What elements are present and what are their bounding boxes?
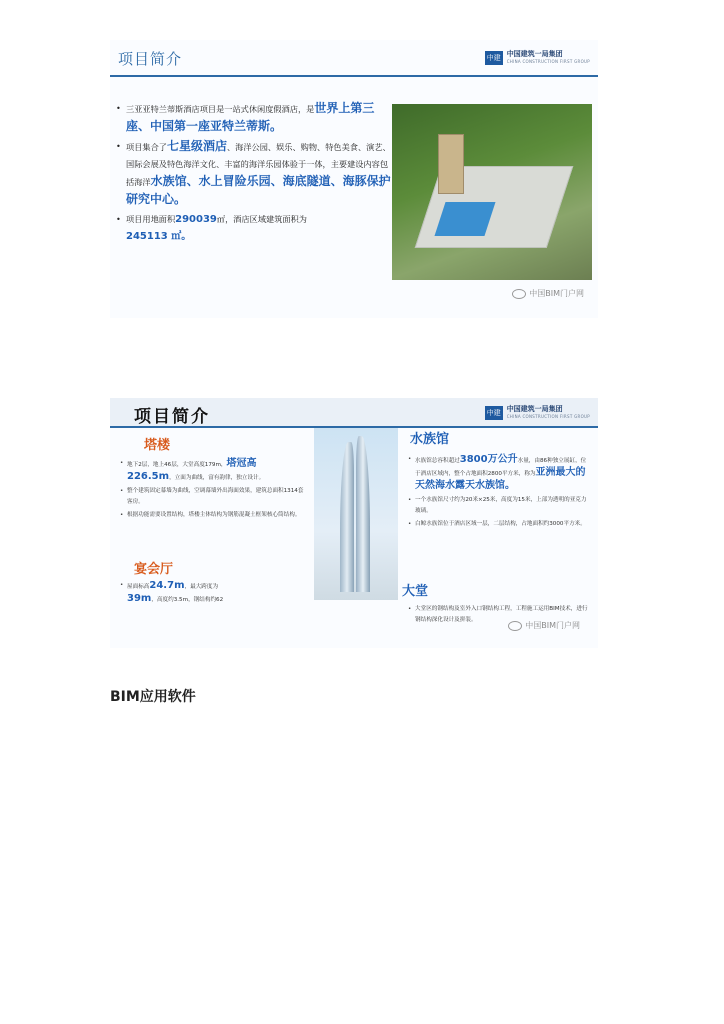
lobby-details: • 大堂区的钢结构及室外入口钢结构工程，工程施工运用BIM技术，进行钢结构深化设计及拼装。 [408, 604, 588, 628]
watermark: 中国BIM门户网 [512, 288, 584, 299]
aquarium-details: • 水族馆总容积超过3800万公升水量，由86种独立展缸，位于酒店区域内，整个占地面积2800平方米，称为亚洲最大的天然海水露天水族馆。 • 一个水族馆尺寸约为20米×25米，高度为15米，上部为透明的亚克力玻璃。 • 白鲸水族馆位于酒店区域一层，二层结构，占地面积约3000平方米。 [408, 454, 588, 532]
bullet-item: • 项目集合了七星级酒店、海洋公园、娱乐、购物、特色美食、演艺、国际会展及特色海洋文化、丰富的海洋乐园体验于一体，主要建设内容包括海洋水族馆、水上冒险乐园、海底隧道、海豚保护研究中心。 [116, 138, 392, 209]
tower-rendering [314, 428, 398, 600]
wechat-icon [512, 289, 526, 299]
company-logo [485, 405, 590, 421]
slide-header [110, 398, 598, 428]
slide-title: 项目简介 [118, 50, 183, 68]
aerial-rendering [392, 104, 592, 280]
bullet-item: • 项目用地面积290039㎡，酒店区域建筑面积为 245113 ㎡。 [116, 211, 392, 245]
category-lobby: 大堂 [402, 584, 429, 599]
category-aquarium: 水族馆 [410, 432, 450, 447]
slide-project-intro-1 [110, 40, 598, 318]
title-rule [110, 75, 598, 77]
slide-title: 项目简介 [134, 407, 210, 427]
tower-details: • 地下2层，地上46层，大堂高度179m，塔冠高226.5m，立面为曲线，富有韵律，独立设计。 • 整个建筑固定幕墙为曲线，空调幕墙外出海面效果，建筑总面积1314套客房。 • 根据功能需要设置结构，塔楼主体结构为钢筋混凝土框架核心筒结构。 [120, 458, 304, 523]
logo-sub: CHINA CONSTRUCTION FIRST GROUP [506, 59, 590, 64]
logo-mark: 中建 [485, 406, 503, 420]
watermark: 中国BIM门户网 [508, 620, 580, 631]
logo-mark: 中建 [485, 51, 503, 65]
category-banquet: 宴会厅 [134, 562, 174, 577]
logo-name: 中国建筑一局集团 [506, 405, 563, 413]
slide-project-intro-2 [110, 398, 598, 648]
company-logo [485, 50, 590, 66]
bullet-item: • 三亚亚特兰蒂斯酒店项目是一站式休闲度假酒店，是世界上第三座、中国第一座亚特兰蒂斯。 [116, 100, 392, 136]
wechat-icon [508, 621, 522, 631]
intro-bullets [116, 100, 392, 247]
logo-sub: CHINA CONSTRUCTION FIRST GROUP [506, 414, 590, 419]
banquet-details: • 屋面标高24.7m，最大跨度为 39m，高度约3.5m，钢结构约62 [120, 580, 310, 608]
section-heading: BIM应用软件 [110, 689, 196, 705]
category-tower: 塔楼 [144, 438, 171, 453]
logo-name: 中国建筑一局集团 [506, 50, 563, 58]
